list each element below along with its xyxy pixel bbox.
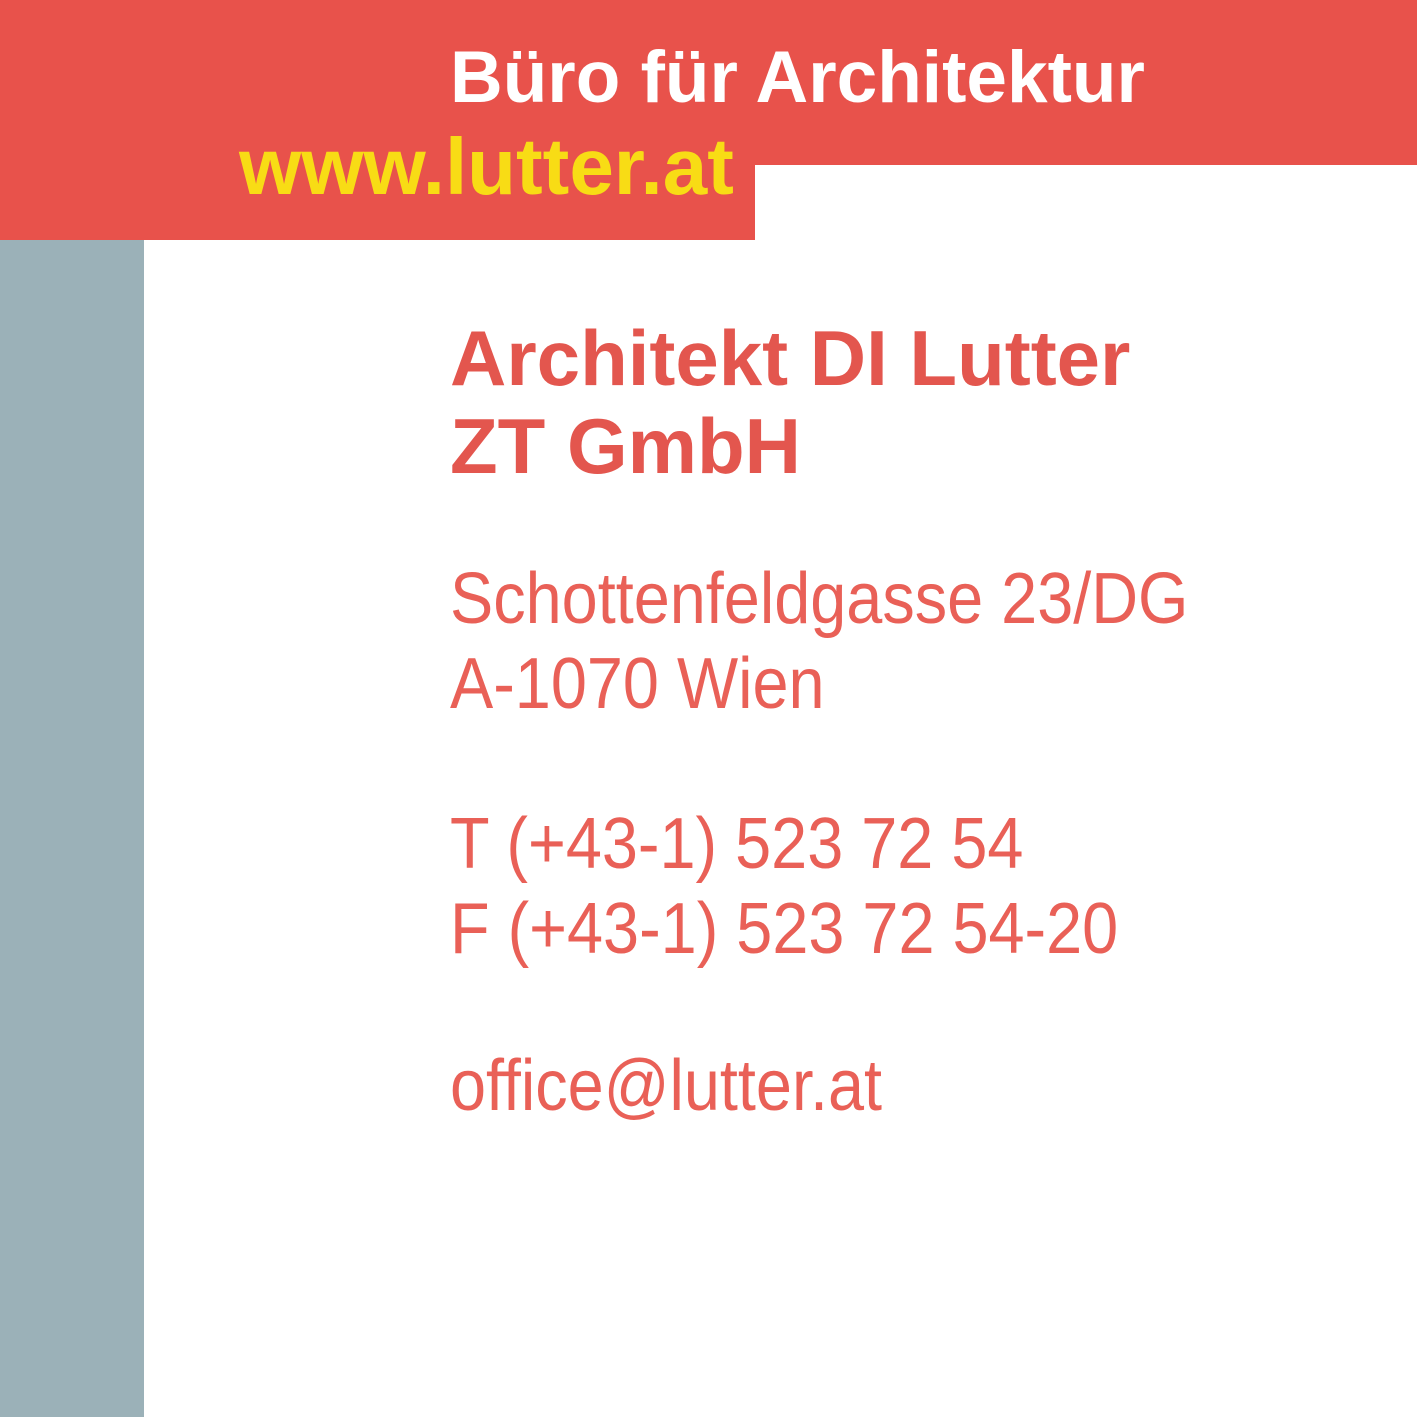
company-name-line-1: Architekt DI Lutter [450,314,1131,402]
address-block [450,557,1188,727]
email-block [450,1044,882,1129]
company-name [450,314,1130,490]
website-link[interactable]: www.lutter.at [239,122,734,211]
address-line-city: A-1070 Wien [450,644,825,724]
sidebar-accent-bar [0,240,144,1417]
email-link[interactable]: office@lutter.at [450,1046,883,1126]
company-name-line-2: ZT GmbH [450,402,801,490]
banner-tagline: Büro für Architektur [450,37,1145,118]
address-line-street: Schottenfeldgasse 23/DG [450,559,1189,639]
phone-block [450,802,1118,972]
phone-line: T (+43-1) 523 72 54 [450,804,1024,884]
fax-line: F (+43-1) 523 72 54-20 [450,889,1119,969]
